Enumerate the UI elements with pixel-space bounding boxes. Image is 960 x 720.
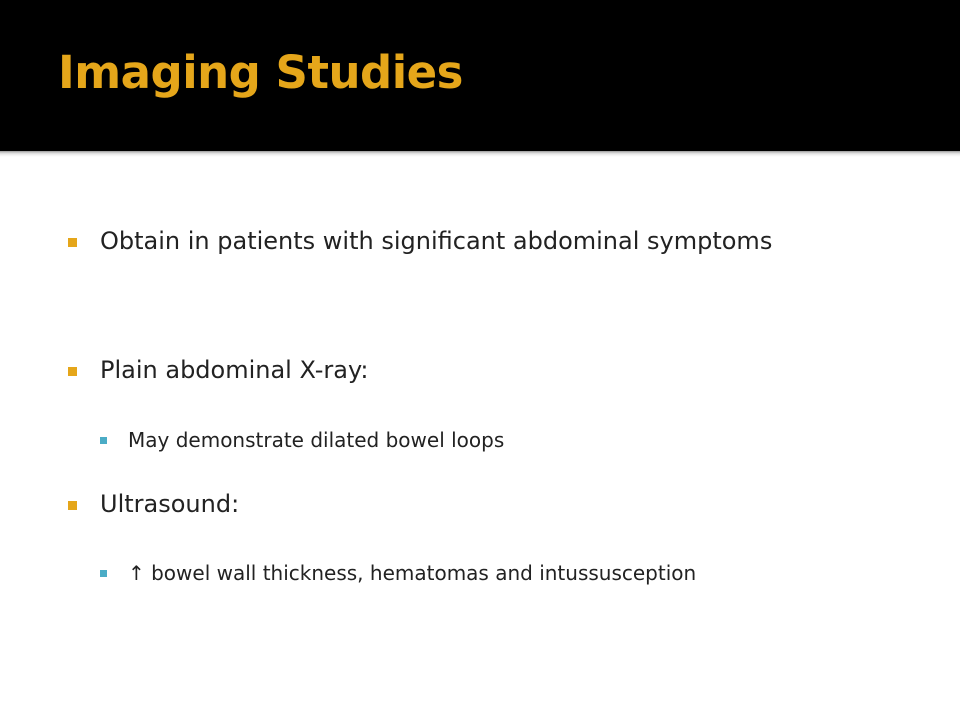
bullet-text: Ultrasound:: [100, 490, 240, 518]
square-bullet-icon: [68, 501, 77, 510]
square-bullet-icon: [68, 367, 77, 376]
sub-bullet-text: May demonstrate dilated bowel loops: [128, 428, 505, 452]
bullet-item: [68, 466, 820, 542]
slide-title: Imaging Studies: [58, 46, 463, 99]
bullet-text: Obtain in patients with significant abdominal symptoms: [100, 227, 773, 255]
slide-body: [0, 157, 960, 720]
bullet-text: Plain abdominal X-ray:: [100, 356, 369, 384]
bullet-item: [68, 332, 820, 408]
sub-bullet-item: [100, 559, 908, 587]
bullet-item: [68, 203, 820, 279]
square-bullet-icon: [68, 238, 77, 247]
small-square-bullet-icon: [100, 570, 107, 577]
sub-bullet-item: [100, 426, 908, 454]
title-bar: [0, 0, 960, 152]
small-square-bullet-icon: [100, 437, 107, 444]
sub-bullet-text: ↑ bowel wall thickness, hematomas and intussusception: [128, 561, 697, 585]
